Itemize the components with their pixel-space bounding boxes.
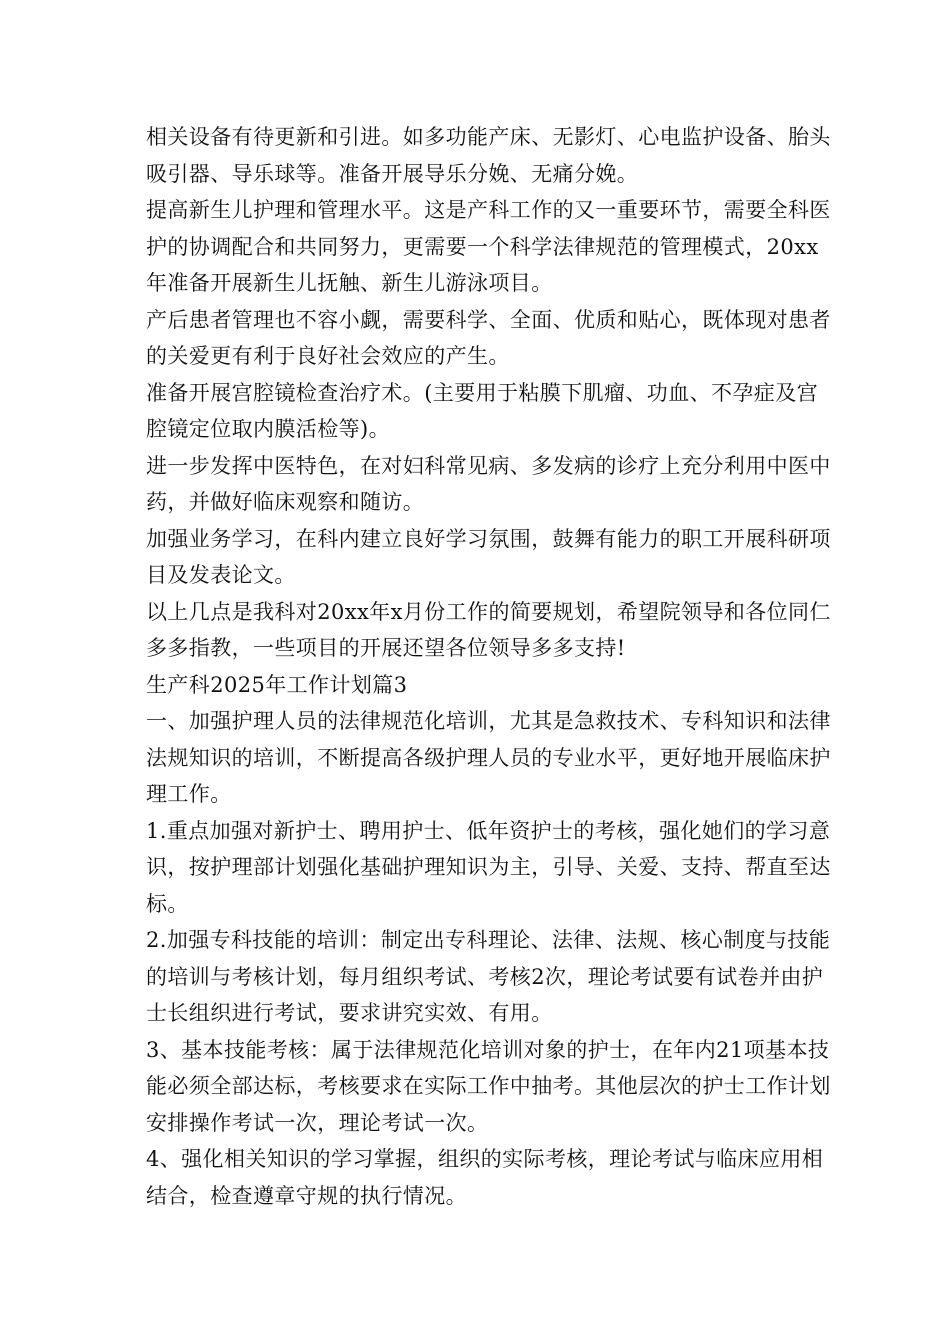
paragraph-study: 加强业务学习，在科内建立良好学习氛围，鼓舞有能力的职工开展科研项目及发表论文。 xyxy=(146,526,831,587)
paragraph-hysteroscopy: 准备开展宫腔镜检查治疗术。(主要用于粘膜下肌瘤、功血、不孕症及宫腔镜定位取内膜活检等)。 xyxy=(146,380,818,441)
document-body xyxy=(146,119,836,1214)
paragraph-item-1-4: 4、强化相关知识的学习掌握，组织的实际考核，理论考试与临床应用相结合，检查遵章守规的执行情况。 xyxy=(146,1147,824,1208)
paragraph-equipment: 相关设备有待更新和引进。如多功能产床、无影灯、心电监护设备、胎头吸引器、导乐球等。准备开展导乐分娩、无痛分娩。 xyxy=(146,125,831,186)
paragraph-postpartum: 产后患者管理也不容小觑，需要科学、全面、优质和贴心，既体现对患者的关爱更有利于良好社会效应的产生。 xyxy=(146,307,831,368)
paragraph-tcm: 进一步发挥中医特色，在对妇科常见病、多发病的诊疗上充分利用中医中药，并做好临床观察和随访。 xyxy=(146,453,831,514)
section-heading: 生产科2025年工作计划篇3 xyxy=(146,672,408,697)
paragraph-item-1-2: 2.加强专科技能的培训：制定出专科理论、法律、法规、核心制度与技能的培训与考核计划，每月组织考试、考核2次，理论考试要有试卷并由护士长组织进行考试，要求讲究实效、有用。 xyxy=(146,928,831,1025)
paragraph-item-1: 一、加强护理人员的法律规范化培训，尤其是急救技术、专科知识和法律法规知识的培训，不断提高各级护理人员的专业水平，更好地开展临床护理工作。 xyxy=(146,709,831,806)
paragraph-summary: 以上几点是我科对20xx年x月份工作的简要规划，希望院领导和各位同仁多多指教，一些项目的开展还望各位领导多多支持! xyxy=(146,599,831,660)
paragraph-newborn-care: 提高新生儿护理和管理水平。这是产科工作的又一重要环节，需要全科医护的协调配合和共同努力，更需要一个科学法律规范的管理模式，20xx年准备开展新生儿抚触、新生儿游泳项目。 xyxy=(146,198,831,295)
paragraph-item-1-1: 1.重点加强对新护士、聘用护士、低年资护士的考核，强化她们的学习意识，按护理部计划强化基础护理知识为主，引导、关爱、支持、帮直至达标。 xyxy=(146,818,831,916)
paragraph-item-1-3: 3、基本技能考核：属于法律规范化培训对象的护士，在年内21项基本技能必须全部达标，考核要求在实际工作中抽考。其他层次的护士工作计划安排操作考试一次，理论考试一次。 xyxy=(146,1037,831,1135)
